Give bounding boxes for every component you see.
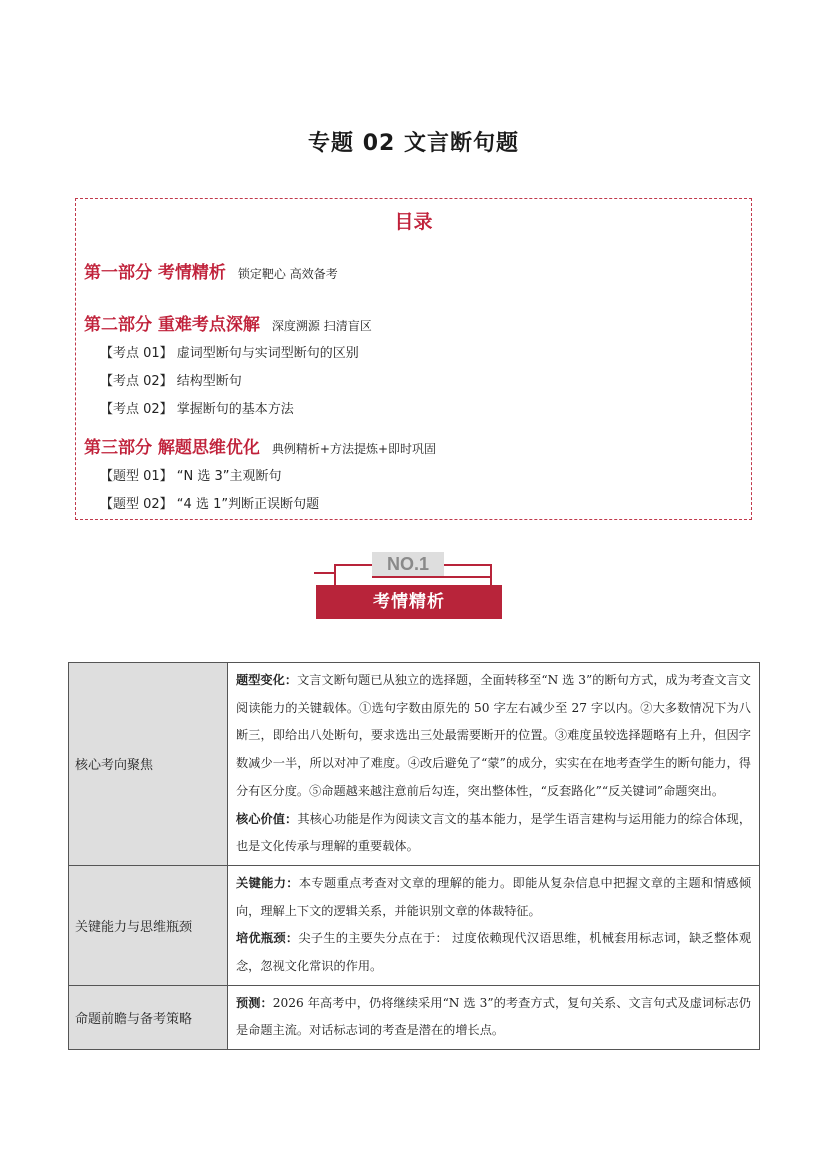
- toc-item: 【考点 02】 掌握断句的基本方法: [100, 402, 294, 417]
- badge-line: [334, 564, 336, 586]
- toc-item: 【题型 02】 “4 选 1”判断正误断句题: [100, 497, 320, 512]
- paragraph: [236, 990, 751, 1045]
- table-row: [69, 663, 760, 866]
- badge-line: [490, 564, 492, 586]
- toc-part-subtitle: 锁定靶心 高效备考: [237, 267, 338, 281]
- toc-part-subtitle: 深度溯源 扫清盲区: [271, 319, 372, 333]
- paragraph-key: 培优瓶颈：: [236, 931, 299, 946]
- paragraph: [236, 806, 751, 861]
- paragraph: [236, 870, 751, 925]
- toc-item: 【考点 02】 结构型断句: [100, 374, 242, 389]
- toc-item: 【考点 01】 虚词型断句与实词型断句的区别: [100, 346, 359, 361]
- paragraph-text: 本专题重点考查对文章的理解的能力。即能从复杂信息中把握文章的主题和情感倾向，理解上下文的逻辑关系，并能识别文章的体裁特征。: [236, 875, 752, 918]
- toc-part-1: [84, 258, 338, 283]
- row-label: 核心考向聚焦: [69, 663, 228, 866]
- paragraph-text: 2026 年高考中，仍将继续采用“N 选 3”的考查方式，复句关系、文言句式及虚词标志仍是命题主流。对话标志词的考查是潜在的增长点。: [236, 995, 751, 1038]
- exam-analysis-table: [68, 662, 760, 1050]
- row-label: 关键能力与思维瓶颈: [69, 865, 228, 985]
- section-number: NO.1: [372, 552, 444, 576]
- paragraph-key: 关键能力：: [236, 875, 299, 890]
- paragraph-key: 题型变化：: [236, 673, 298, 687]
- table-row: [69, 865, 760, 985]
- badge-line: [314, 572, 334, 574]
- paragraph-text: 尖子生的主要失分点在于： 过度依赖现代汉语思维，机械套用标志词，缺乏整体观念，忽视文化常识的作用。: [236, 931, 752, 974]
- toc-part-2: [84, 310, 372, 335]
- toc-part-title: 第二部分 重难考点深解: [84, 315, 260, 335]
- paragraph-text: 文言文断句题已从独立的选择题，全面转移至“N 选 3”的断句方式，成为考查文言文阅读能力的关键载体。①选句字数由原先的 50 字左右减少至 27 字以内。②大多数情况下为八断三，即给出八处断句，要求选出三处最需要断开的位置。③难度虽较选择题略有上升，但因字数减少一半，所以对冲了难度。④改后避免了“蒙”的成分，实实在在地考查学生的断句能力，得分有区分度。⑤命题越来越注意前后勾连，突出整体性，“反套路化”“反关键词”命题突出。: [236, 673, 751, 798]
- section-badge: [314, 550, 504, 622]
- badge-line: [444, 564, 492, 566]
- row-label: 命题前瞻与备考策略: [69, 985, 228, 1049]
- toc-item: 【题型 01】 “N 选 3”主观断句: [100, 469, 282, 484]
- toc-heading: 目录: [394, 211, 433, 233]
- table-of-contents: [75, 198, 752, 520]
- paragraph-text: 其核心功能是作为阅读文言文的基本能力，是学生语言建构与运用能力的综合体现，也是文化传承与理解的重要载体。: [236, 811, 752, 854]
- badge-line: [334, 564, 374, 566]
- row-content: [228, 865, 760, 985]
- row-content: [228, 663, 760, 866]
- section-label: 考情精析: [316, 585, 502, 619]
- paragraph-key: 预测：: [236, 995, 273, 1010]
- table-row: [69, 985, 760, 1049]
- toc-part-title: 第三部分 解题思维优化: [84, 438, 260, 458]
- paragraph: [236, 925, 751, 980]
- toc-part-3: [84, 433, 436, 458]
- row-content: [228, 985, 760, 1049]
- toc-part-title: 第一部分 考情精析: [84, 263, 226, 283]
- toc-part-subtitle: 典例精析+方法提炼+即时巩固: [271, 442, 437, 456]
- badge-line: [372, 576, 492, 578]
- paragraph-key: 核心价值：: [236, 811, 298, 826]
- document-title: 专题 02 文言断句题: [308, 131, 519, 156]
- paragraph: [236, 667, 751, 806]
